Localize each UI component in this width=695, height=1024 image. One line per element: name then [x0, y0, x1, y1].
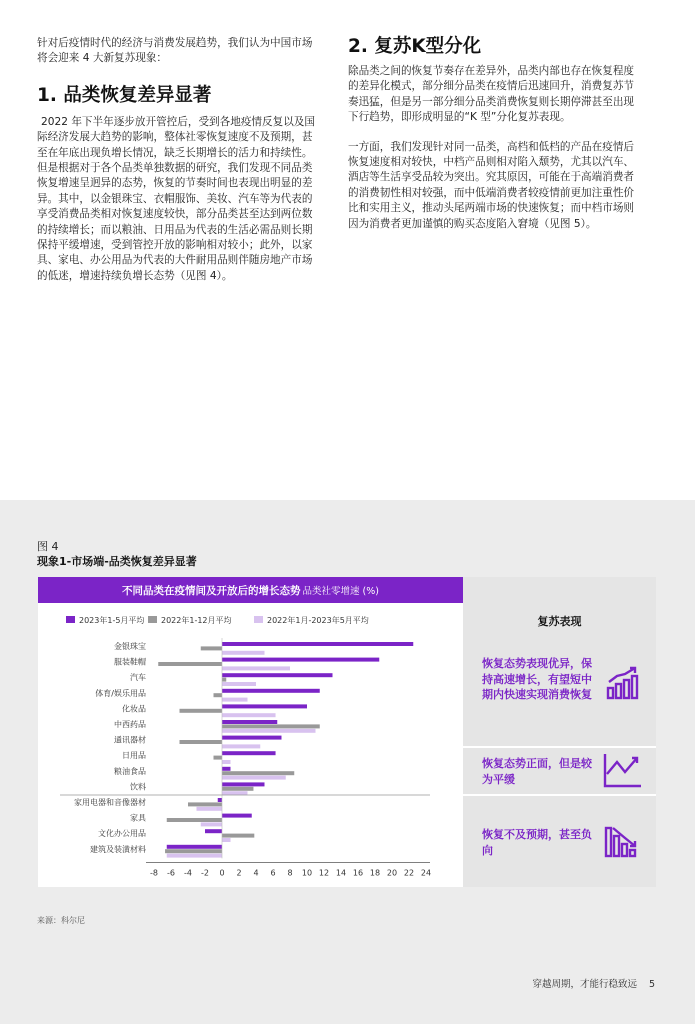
bar [222, 787, 253, 791]
section2-heading: 2. 复苏K型分化 [348, 36, 482, 57]
category-label: 金银珠宝 [114, 642, 146, 651]
x-tick-label: 12 [318, 868, 330, 878]
figure-label: 图 4 [37, 540, 59, 553]
bar-chart-down-icon [603, 824, 643, 860]
bar [222, 658, 379, 662]
x-tick-label: 2 [236, 868, 242, 878]
bar [222, 814, 252, 818]
chart-title: 不同品类在疫情间及开放后的增长态势 [122, 584, 301, 597]
x-tick-label: 18 [369, 868, 381, 878]
section2-body2: 一方面，我们发现针对同一品类，高档和低档的产品在疫情后恢复速度相对较快，中档产品则相对陷入颓势，尤其以汽车、酒店等生活享受品较为突出。究其原因，可能在于高端消费者的消费韧性相对较强，而中低端消费者较疫情前更加注重性价比和实用主义，推动头尾两端市场的快速恢复；而中档市场则因为消费者更加谨慎的购买态度陷入窘境（见图 5）。 [348, 140, 635, 230]
x-tick-label: 14 [335, 868, 347, 878]
bar [222, 776, 286, 780]
bar [222, 744, 260, 748]
x-tick-label: 4 [253, 868, 259, 878]
bar [222, 704, 307, 708]
category-label: 家具 [130, 813, 146, 823]
bar [165, 849, 222, 853]
legend-label: 2022年1-12月平均 [161, 616, 232, 625]
bar [205, 829, 222, 833]
bar [222, 724, 320, 728]
x-tick-label: 10 [301, 868, 313, 878]
footer-text: 穿越周期，才能行稳致远 [532, 979, 637, 990]
bar [201, 646, 222, 650]
legend-label: 2022年1月-2023年5月平均 [267, 616, 369, 625]
bar [218, 798, 222, 802]
category-label: 文化办公用品 [98, 829, 146, 839]
bar [222, 767, 231, 771]
x-tick-label: 6 [270, 868, 276, 878]
right-column [348, 36, 638, 246]
x-tick-label: -4 [184, 868, 192, 878]
panel-divider [463, 746, 656, 748]
category-label: 建筑及装潢材料 [90, 844, 146, 854]
bar [222, 698, 248, 702]
x-tick-label: 16 [352, 868, 364, 878]
bar [222, 751, 276, 755]
x-tick-label: 8 [287, 868, 293, 878]
panel-item-text-3: 恢复不及预期，甚至负向 [482, 828, 592, 857]
bar [180, 709, 223, 713]
bar [167, 845, 222, 849]
section1-body: 2022 年下半年逐步放开管控后，受到各地疫情反复以及国际经济发展大趋势的影响，整体社零恢复速度不及预期，甚至在年底出现负增长情况，缺乏长期增长的活力和持续性。但是根据对于各个品类单独数据的研究，我们发现不同品类恢复增速呈迥异的态势，恢复的节奏时间也表现出明显的差异。其中，以金银珠宝、衣帽服饰、美妆、汽车等为代表的享受消费品类相对恢复速度较快，部分品类甚至达到两位数的持续增长；而以粮油、日用品为代表的生活必需品则长期保持平缓增速，受到管控开放的影响相对较小；此外，以家具、家电、办公用品为代表的大件耐用品则伴随房地产市场的低迷，增速持续负增长态势（见图 4）。 [37, 115, 315, 282]
legend-swatch [148, 616, 157, 623]
panel-item-text-1: 恢复态势表现优异，保持高速增长，有望短中期内快速实现消费恢复 [482, 657, 592, 701]
chart-subtitle: 品类社零增速 (%) [302, 586, 379, 597]
legend-swatch [254, 616, 263, 623]
page-footer [532, 976, 655, 990]
trend-line-chart-icon [603, 752, 643, 788]
bar [222, 666, 290, 670]
intro-paragraph: 针对后疫情时代的经济与消费发展趋势，我们认为中国市场将会迎来 4 大新复苏现象： [37, 37, 313, 65]
bar [201, 822, 222, 826]
x-tick-label: 24 [420, 868, 432, 878]
bar [222, 678, 226, 682]
bar [222, 838, 231, 842]
bar [188, 802, 222, 806]
legend-label: 2023年1-5月平均 [79, 616, 145, 625]
bar [222, 713, 276, 717]
bar [222, 682, 256, 686]
bar [222, 651, 265, 655]
section1-heading: 1. 品类恢复差异显著 [37, 84, 212, 106]
bar [222, 673, 333, 677]
section2-body1: 除品类之间的恢复节奏存在差异外，品类内部也存在恢复程度的差异化模式，部分细分品类在疫情后迅速回升，消费复苏节奏迅猛，但是另一部分细分品类消费恢复则长期停滞甚至出现下行趋势，即形成明显的“K 型”分化复苏表现。 [348, 65, 635, 124]
x-tick-label: 22 [403, 868, 415, 878]
bar [222, 729, 316, 733]
bar [167, 854, 222, 858]
x-tick-label: -8 [150, 868, 158, 878]
category-label: 饮料 [130, 782, 146, 792]
x-tick-label: -6 [167, 868, 175, 878]
bar [222, 736, 282, 740]
bar [222, 720, 277, 724]
bar-chart-up-icon [605, 666, 641, 702]
figure-title: 现象1-市场端-品类恢复差异显著 [37, 555, 197, 568]
category-label: 汽车 [130, 673, 146, 683]
x-tick-label: 20 [386, 868, 398, 878]
x-tick-label: 0 [219, 868, 225, 878]
panel-title: 复苏表现 [537, 615, 582, 628]
bar [167, 818, 222, 822]
bar [158, 662, 222, 666]
bar [222, 834, 254, 838]
left-column [37, 36, 323, 298]
source-note: 来源：科尔尼 [37, 916, 85, 925]
panel-divider [463, 794, 656, 796]
bar [180, 740, 223, 744]
category-label: 化妆品 [122, 704, 146, 714]
panel-item-text-2: 恢复态势正面，但是较为平缓 [482, 757, 592, 786]
bar [222, 689, 320, 693]
category-label: 通讯器材 [114, 735, 146, 745]
bar [197, 807, 223, 811]
category-label: 中西药品 [114, 720, 146, 729]
bar [222, 771, 294, 775]
category-label: 日用品 [122, 751, 146, 761]
category-label: 体育/娱乐用品 [95, 688, 146, 698]
bar-chart [38, 603, 463, 887]
category-label: 粮油食品 [114, 766, 146, 776]
bar [214, 693, 223, 697]
bar [222, 760, 231, 764]
chart-header [38, 577, 463, 603]
x-tick-label: -2 [201, 868, 209, 878]
bar [222, 782, 265, 786]
bar [214, 756, 223, 760]
bar [222, 642, 413, 646]
category-label: 家用电器和音像器材 [74, 798, 146, 807]
page-number: 5 [648, 979, 655, 990]
category-label: 服装鞋帽 [114, 657, 146, 667]
legend-swatch [66, 616, 75, 623]
